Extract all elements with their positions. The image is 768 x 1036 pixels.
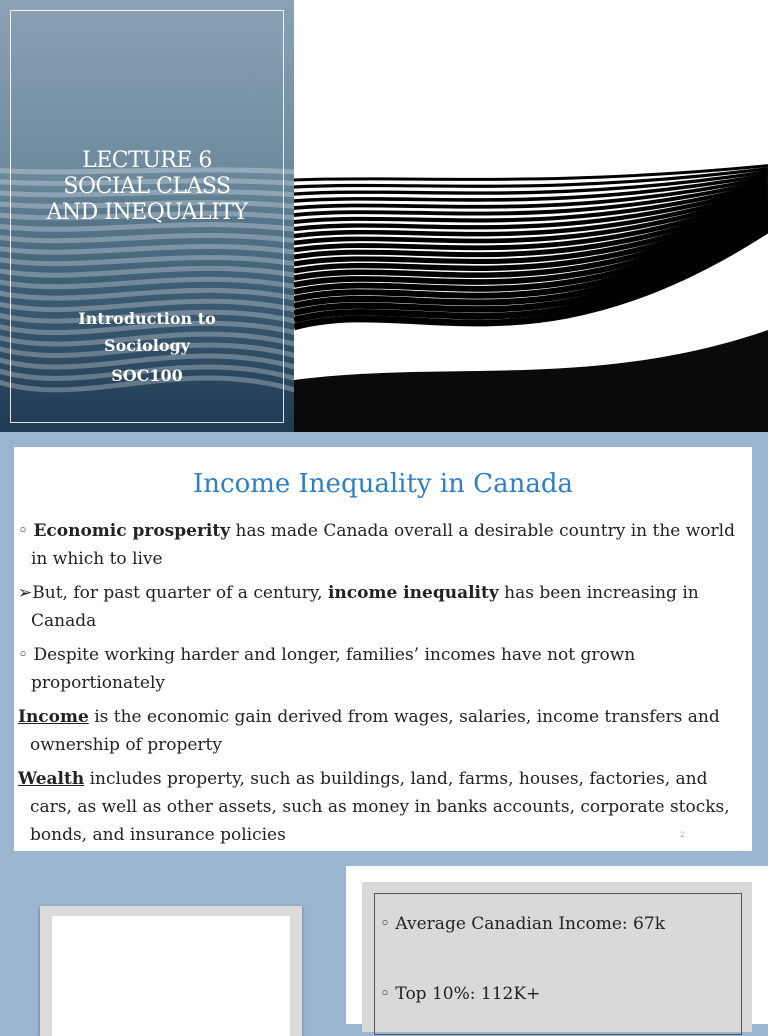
image-placeholder: [52, 916, 290, 1036]
wave-pattern-right: [294, 0, 768, 432]
lecture-title: LECTURE 6 SOCIAL CLASS AND INEQUALITY: [46, 148, 248, 225]
content-slide: [14, 447, 752, 851]
slide-title: Income Inequality in Canada: [193, 469, 573, 499]
stat-average-income: ◦ Average Canadian Income: 67k: [380, 914, 665, 934]
bullet-families-incomes: ◦ Despite working harder and longer, families’ incomes have not grown proportionately: [18, 645, 636, 693]
slide-body: [18, 517, 744, 855]
title-slide: [0, 0, 768, 432]
title-panel: [0, 0, 294, 432]
slide-number: 2: [680, 831, 685, 839]
wealth-definition: Wealth includes property, such as buildings, land, farms, houses, factories, and cars, as well as other assets, such as money in banks accounts, corporate stocks, bonds, and insurance policies: [18, 769, 730, 845]
bullet-economic-prosperity: ◦ Economic prosperity has made Canada overall a desirable country in the world in which to live: [18, 521, 735, 569]
course-code: SOC100: [111, 366, 183, 385]
image-placeholder-card: [40, 906, 302, 1036]
course-subtitle: Introduction to Sociology: [78, 309, 216, 355]
income-definition: Income is the economic gain derived from wages, salaries, income transfers and ownership of property: [18, 707, 720, 755]
stat-top-ten-percent: ◦ Top 10%: 112K+: [380, 984, 541, 1004]
wave-image: [294, 0, 768, 432]
bullet-income-inequality: ➢But, for past quarter of a century, income inequality has been increasing in Canada: [18, 583, 699, 631]
